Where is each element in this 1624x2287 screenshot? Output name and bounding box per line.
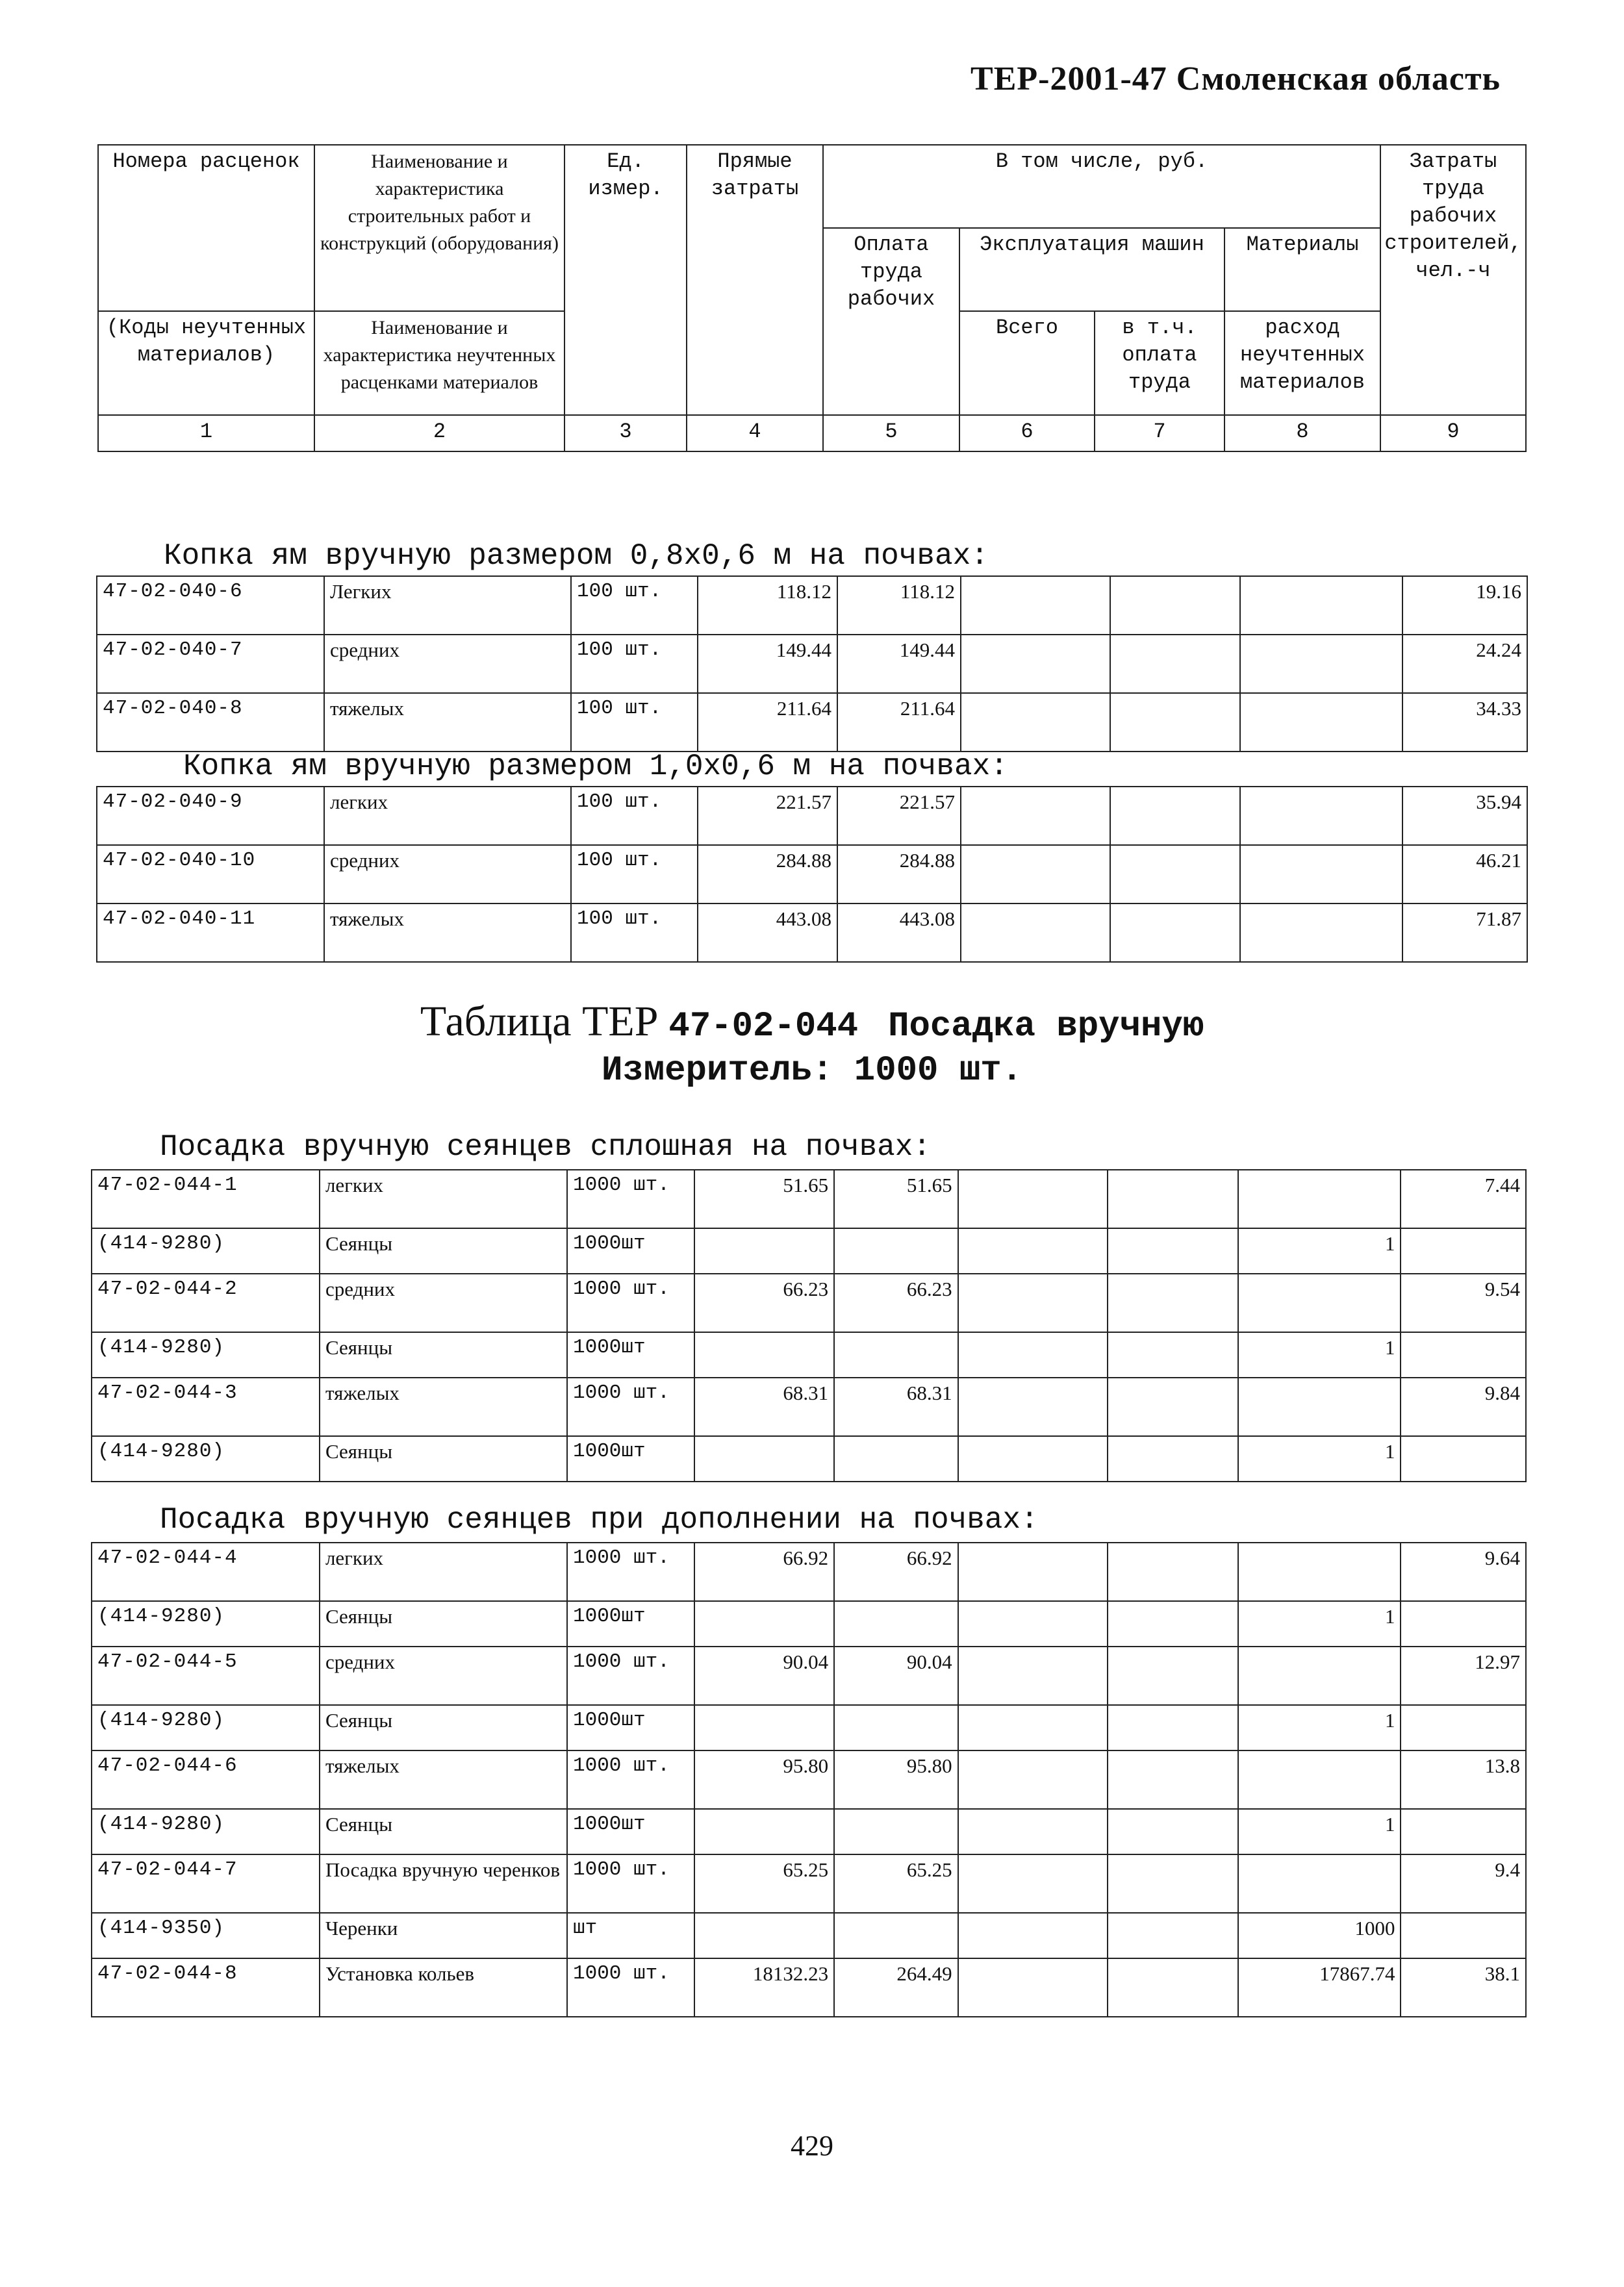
cell-direct: 18132.23 — [694, 1958, 835, 2017]
cell-mach — [958, 1228, 1108, 1274]
cell-labor: 35.94 — [1402, 787, 1527, 845]
cell-direct: 66.23 — [694, 1274, 835, 1332]
cell-unit: 100 шт. — [571, 903, 698, 962]
cell-code: 47-02-044-3 — [92, 1378, 320, 1436]
cell-direct — [694, 1913, 835, 1958]
cell-labor: 12.97 — [1401, 1647, 1526, 1705]
cell-mach — [958, 1274, 1108, 1332]
table-row — [92, 1543, 1526, 1601]
cell-pay: 65.25 — [834, 1854, 958, 1913]
cell-unit: 1000шт — [567, 1809, 694, 1854]
cell-name: Посадка вручную черенков — [320, 1854, 567, 1913]
cell-pay — [834, 1332, 958, 1378]
cell-mat — [1238, 1750, 1401, 1809]
table-row — [92, 1809, 1526, 1854]
cell-name: Сеянцы — [320, 1809, 567, 1854]
cell-pay: 90.04 — [834, 1647, 958, 1705]
table-title — [0, 997, 1624, 1046]
cell-mpay — [1108, 1543, 1238, 1601]
cell-direct: 284.88 — [698, 845, 837, 903]
cell-mpay — [1108, 1228, 1238, 1274]
col-codes-header: Номера расценок — [98, 145, 314, 311]
cell-labor: 46.21 — [1402, 845, 1527, 903]
cell-unit: 1000 шт. — [567, 1543, 694, 1601]
cell-unit: 100 шт. — [571, 635, 698, 693]
rates-table — [96, 786, 1528, 963]
col-number: 6 — [959, 415, 1095, 451]
col-group-header: В том числе, руб. — [823, 145, 1380, 228]
cell-mach — [958, 1958, 1108, 2017]
cell-mach — [961, 903, 1110, 962]
cell-labor: 71.87 — [1402, 903, 1527, 962]
cell-code: 47-02-040-8 — [97, 693, 324, 752]
col-labor-header: Затраты труда рабочих строителей, чел.-ч — [1380, 145, 1526, 415]
col-mach-pay-header: в т.ч. оплата труда — [1095, 311, 1224, 415]
table-row — [97, 787, 1527, 845]
cell-name: Сеянцы — [320, 1601, 567, 1647]
col-number: 2 — [314, 415, 565, 451]
table-row — [97, 576, 1527, 635]
cell-code: (414-9280) — [92, 1809, 320, 1854]
cell-unit: 1000 шт. — [567, 1274, 694, 1332]
rates-table — [96, 575, 1528, 752]
cell-labor: 34.33 — [1402, 693, 1527, 752]
cell-mat: 1 — [1238, 1809, 1401, 1854]
table-title-prefix: Таблица ТЕР — [420, 998, 659, 1045]
table-title-name: Посадка вручную — [888, 1007, 1204, 1046]
table-row — [92, 1705, 1526, 1750]
cell-code: 47-02-040-9 — [97, 787, 324, 845]
cell-name: тяжелых — [320, 1378, 567, 1436]
cell-direct: 65.25 — [694, 1854, 835, 1913]
cell-pay: 68.31 — [834, 1378, 958, 1436]
cell-labor: 24.24 — [1402, 635, 1527, 693]
cell-unit: 1000шт — [567, 1436, 694, 1482]
cell-name: легких — [320, 1170, 567, 1228]
cell-pay: 211.64 — [837, 693, 961, 752]
cell-direct: 443.08 — [698, 903, 837, 962]
cell-code: 47-02-044-5 — [92, 1647, 320, 1705]
cell-code: 47-02-040-6 — [97, 576, 324, 635]
cell-unit: 100 шт. — [571, 787, 698, 845]
cell-mach — [958, 1601, 1108, 1647]
cell-name: легких — [320, 1543, 567, 1601]
cell-mat: 1000 — [1238, 1913, 1401, 1958]
cell-pay — [834, 1705, 958, 1750]
cell-mpay — [1108, 1913, 1238, 1958]
cell-mach — [958, 1170, 1108, 1228]
cell-unit: 1000шт — [567, 1228, 694, 1274]
cell-name: Сеянцы — [320, 1436, 567, 1482]
cell-pay — [834, 1809, 958, 1854]
cell-mat — [1238, 1274, 1401, 1332]
cell-mat: 1 — [1238, 1705, 1401, 1750]
cell-direct: 90.04 — [694, 1647, 835, 1705]
cell-mat — [1240, 693, 1402, 752]
cell-unit: 1000 шт. — [567, 1647, 694, 1705]
cell-labor — [1401, 1809, 1526, 1854]
cell-mpay — [1108, 1378, 1238, 1436]
cell-unit: 100 шт. — [571, 576, 698, 635]
section-title: Копка ям вручную размером 1,0х0,6 м на почвах: — [183, 750, 1008, 783]
cell-pay: 284.88 — [837, 845, 961, 903]
rates-table — [91, 1169, 1527, 1482]
cell-mach — [958, 1543, 1108, 1601]
column-number-row — [98, 415, 1526, 451]
cell-code: (414-9280) — [92, 1436, 320, 1482]
cell-name: тяжелых — [324, 693, 571, 752]
cell-mpay — [1108, 1274, 1238, 1332]
cell-mpay — [1108, 1750, 1238, 1809]
cell-labor — [1401, 1228, 1526, 1274]
cell-unit: 1000 шт. — [567, 1854, 694, 1913]
cell-code: 47-02-044-7 — [92, 1854, 320, 1913]
cell-direct — [694, 1332, 835, 1378]
cell-labor: 9.84 — [1401, 1378, 1526, 1436]
section-title: Копка ям вручную размером 0,8х0,6 м на почвах: — [164, 539, 989, 573]
cell-mach — [961, 693, 1110, 752]
cell-name: Установка кольев — [320, 1958, 567, 2017]
cell-code: 47-02-044-2 — [92, 1274, 320, 1332]
table-meter: Измеритель: 1000 шт. — [601, 1051, 1023, 1091]
col-number: 3 — [565, 415, 687, 451]
cell-name: Черенки — [320, 1913, 567, 1958]
cell-mat — [1240, 903, 1402, 962]
cell-name: Легких — [324, 576, 571, 635]
cell-mat — [1240, 635, 1402, 693]
page-header: ТЕР-2001-47 Смоленская область — [971, 60, 1501, 97]
cell-pay: 443.08 — [837, 903, 961, 962]
cell-labor — [1401, 1332, 1526, 1378]
cell-code: (414-9350) — [92, 1913, 320, 1958]
cell-code: 47-02-044-4 — [92, 1543, 320, 1601]
cell-code: (414-9280) — [92, 1705, 320, 1750]
cell-pay: 51.65 — [834, 1170, 958, 1228]
cell-mat: 1 — [1238, 1601, 1401, 1647]
table-row — [92, 1913, 1526, 1958]
cell-name: тяжелых — [324, 903, 571, 962]
cell-direct: 68.31 — [694, 1378, 835, 1436]
cell-mat — [1238, 1543, 1401, 1601]
cell-mach — [961, 576, 1110, 635]
cell-mpay — [1110, 576, 1240, 635]
cell-mach — [958, 1750, 1108, 1809]
cell-mpay — [1108, 1170, 1238, 1228]
col-number: 4 — [687, 415, 823, 451]
cell-pay: 66.92 — [834, 1543, 958, 1601]
table-title-code: 47-02-044 — [668, 1007, 859, 1046]
cell-unit: 100 шт. — [571, 693, 698, 752]
cell-direct: 211.64 — [698, 693, 837, 752]
cell-mpay — [1108, 1705, 1238, 1750]
cell-mat — [1238, 1378, 1401, 1436]
table-row — [97, 903, 1527, 962]
cell-code: 47-02-044-8 — [92, 1958, 320, 2017]
col-machines-header: Эксплуатация машин — [959, 228, 1224, 311]
cell-unit: 1000 шт. — [567, 1378, 694, 1436]
col-unit-header: Ед. измер. — [565, 145, 687, 415]
page-number: 429 — [791, 2130, 833, 2162]
cell-direct: 95.80 — [694, 1750, 835, 1809]
table-row — [92, 1750, 1526, 1809]
cell-pay: 221.57 — [837, 787, 961, 845]
col-number: 8 — [1224, 415, 1380, 451]
col-number: 5 — [823, 415, 959, 451]
rates-table — [91, 1542, 1527, 2017]
column-header-table — [97, 144, 1527, 452]
cell-labor: 38.1 — [1401, 1958, 1526, 2017]
table-row — [97, 635, 1527, 693]
table-row — [92, 1332, 1526, 1378]
cell-code: 47-02-040-11 — [97, 903, 324, 962]
table-row — [92, 1436, 1526, 1482]
cell-labor: 9.54 — [1401, 1274, 1526, 1332]
cell-pay — [834, 1228, 958, 1274]
cell-mpay — [1108, 1958, 1238, 2017]
table-row — [92, 1170, 1526, 1228]
table-row — [92, 1228, 1526, 1274]
cell-pay: 264.49 — [834, 1958, 958, 2017]
cell-name: средних — [320, 1274, 567, 1332]
cell-mat — [1240, 845, 1402, 903]
col-pay-header: Оплата труда рабочих — [823, 228, 959, 415]
col-name-header: Наименование и характеристика строительных работ и конструкций (оборудования) — [314, 145, 565, 311]
section-title: Посадка вручную сеянцев сплошная на почвах: — [160, 1130, 931, 1164]
cell-unit: 1000шт — [567, 1601, 694, 1647]
cell-mach — [958, 1378, 1108, 1436]
cell-labor: 19.16 — [1402, 576, 1527, 635]
cell-code: 47-02-040-10 — [97, 845, 324, 903]
cell-code: 47-02-044-1 — [92, 1170, 320, 1228]
cell-labor: 7.44 — [1401, 1170, 1526, 1228]
col-number: 1 — [98, 415, 314, 451]
cell-direct — [694, 1705, 835, 1750]
cell-direct: 118.12 — [698, 576, 837, 635]
table-row — [92, 1601, 1526, 1647]
cell-mat — [1240, 576, 1402, 635]
cell-name: Сеянцы — [320, 1705, 567, 1750]
cell-mpay — [1110, 787, 1240, 845]
cell-mat — [1238, 1647, 1401, 1705]
cell-mach — [958, 1705, 1108, 1750]
cell-mat — [1238, 1170, 1401, 1228]
cell-code: (414-9280) — [92, 1601, 320, 1647]
cell-name: Сеянцы — [320, 1228, 567, 1274]
cell-mpay — [1108, 1647, 1238, 1705]
cell-unit: 1000шт — [567, 1705, 694, 1750]
cell-labor — [1401, 1913, 1526, 1958]
col-mat-use-header: расход неучтенных материалов — [1224, 311, 1380, 415]
cell-name: легких — [324, 787, 571, 845]
col-number: 7 — [1095, 415, 1224, 451]
cell-pay: 95.80 — [834, 1750, 958, 1809]
cell-direct: 66.92 — [694, 1543, 835, 1601]
table-row — [92, 1647, 1526, 1705]
section-title: Посадка вручную сеянцев при дополнении на почвах: — [160, 1503, 1039, 1537]
cell-mpay — [1110, 693, 1240, 752]
cell-labor: 13.8 — [1401, 1750, 1526, 1809]
cell-pay — [834, 1601, 958, 1647]
cell-pay — [834, 1436, 958, 1482]
table-row — [92, 1274, 1526, 1332]
cell-pay: 118.12 — [837, 576, 961, 635]
cell-mach — [958, 1647, 1108, 1705]
cell-direct — [694, 1436, 835, 1482]
cell-mat — [1238, 1854, 1401, 1913]
cell-labor — [1401, 1436, 1526, 1482]
cell-pay — [834, 1913, 958, 1958]
cell-mpay — [1108, 1332, 1238, 1378]
cell-mpay — [1108, 1809, 1238, 1854]
cell-direct — [694, 1809, 835, 1854]
cell-labor: 9.64 — [1401, 1543, 1526, 1601]
cell-direct — [694, 1228, 835, 1274]
cell-pay: 66.23 — [834, 1274, 958, 1332]
cell-mat: 1 — [1238, 1228, 1401, 1274]
col-direct-header: Прямые затраты — [687, 145, 823, 415]
cell-direct — [694, 1601, 835, 1647]
cell-unit: 100 шт. — [571, 845, 698, 903]
col-mach-total-header: Всего — [959, 311, 1095, 415]
cell-labor — [1401, 1601, 1526, 1647]
cell-mat: 17867.74 — [1238, 1958, 1401, 2017]
cell-name: тяжелых — [320, 1750, 567, 1809]
cell-mpay — [1108, 1854, 1238, 1913]
cell-pay: 149.44 — [837, 635, 961, 693]
cell-mpay — [1108, 1601, 1238, 1647]
col-unaccounted-name-header: Наименование и характеристика неучтенных расценками материалов — [314, 311, 565, 415]
table-row — [97, 693, 1527, 752]
cell-direct: 149.44 — [698, 635, 837, 693]
cell-mach — [961, 635, 1110, 693]
cell-name: средних — [324, 635, 571, 693]
table-row — [92, 1378, 1526, 1436]
cell-mach — [958, 1332, 1108, 1378]
cell-name: средних — [324, 845, 571, 903]
cell-name: средних — [320, 1647, 567, 1705]
cell-mach — [958, 1913, 1108, 1958]
cell-code: 47-02-040-7 — [97, 635, 324, 693]
col-materials-header: Материалы — [1224, 228, 1380, 311]
cell-name: Сеянцы — [320, 1332, 567, 1378]
cell-unit: 1000 шт. — [567, 1958, 694, 2017]
cell-mat: 1 — [1238, 1436, 1401, 1482]
table-row — [92, 1958, 1526, 2017]
cell-mach — [958, 1854, 1108, 1913]
col-number: 9 — [1380, 415, 1526, 451]
cell-mach — [961, 787, 1110, 845]
cell-unit: 1000шт — [567, 1332, 694, 1378]
cell-mach — [958, 1809, 1108, 1854]
cell-code: (414-9280) — [92, 1332, 320, 1378]
cell-labor: 9.4 — [1401, 1854, 1526, 1913]
cell-mpay — [1110, 845, 1240, 903]
cell-unit: 1000 шт. — [567, 1750, 694, 1809]
cell-unit: шт — [567, 1913, 694, 1958]
cell-code: (414-9280) — [92, 1228, 320, 1274]
cell-direct: 51.65 — [694, 1170, 835, 1228]
cell-mpay — [1108, 1436, 1238, 1482]
cell-direct: 221.57 — [698, 787, 837, 845]
cell-labor — [1401, 1705, 1526, 1750]
cell-mach — [958, 1436, 1108, 1482]
cell-mat — [1240, 787, 1402, 845]
cell-mat: 1 — [1238, 1332, 1401, 1378]
cell-mach — [961, 845, 1110, 903]
cell-mpay — [1110, 903, 1240, 962]
col-unaccounted-codes-header: (Коды неучтенных материалов) — [98, 311, 314, 415]
cell-mpay — [1110, 635, 1240, 693]
table-row — [97, 845, 1527, 903]
cell-unit: 1000 шт. — [567, 1170, 694, 1228]
table-row — [92, 1854, 1526, 1913]
cell-code: 47-02-044-6 — [92, 1750, 320, 1809]
